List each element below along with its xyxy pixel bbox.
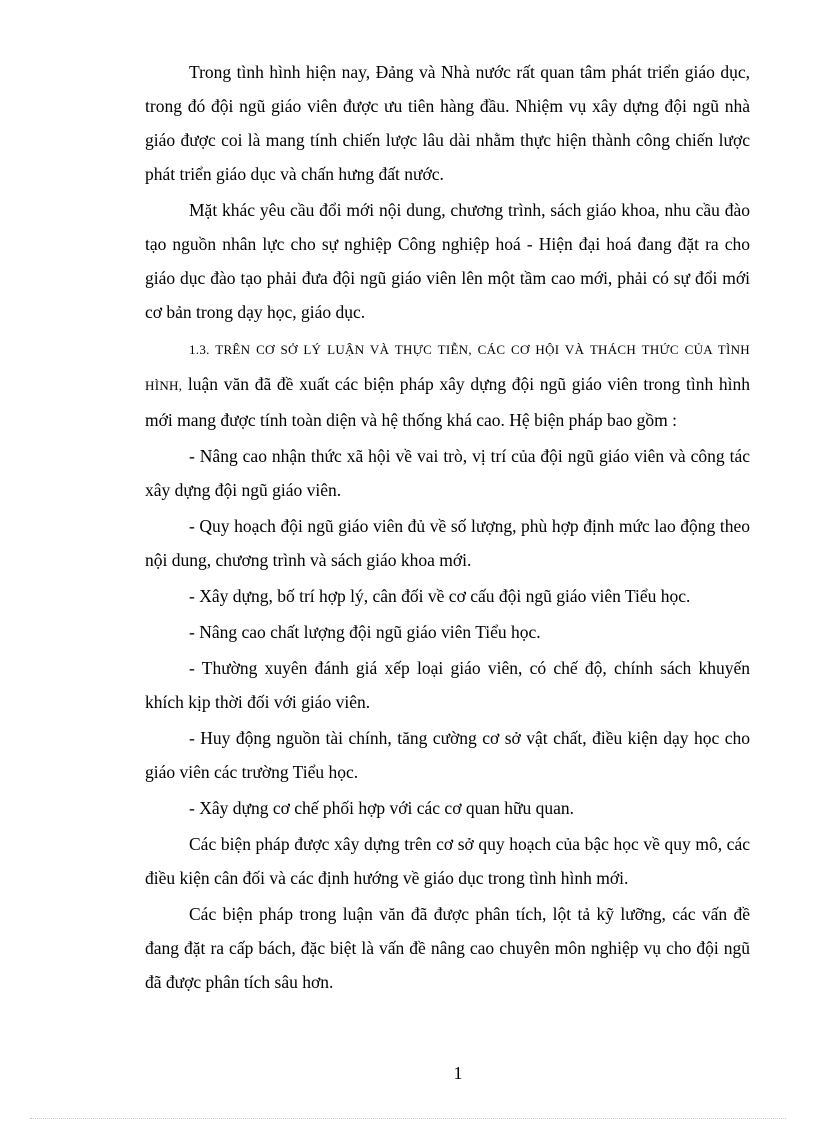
measure-item-6: - Huy động nguồn tài chính, tăng cường cơ sở vật chất, điều kiện dạy học cho giáo viên các trường Tiểu học. [145,728,750,782]
document-page [145,55,750,1001]
section-paragraph [145,331,750,437]
page-number: 1 [453,1063,463,1083]
measure-item-2: - Quy hoạch đội ngũ giáo viên đủ về số lượng, phù hợp định mức lao động theo nội dung, chương trình và sách giáo khoa mới. [145,516,750,570]
measure-item-4: - Nâng cao chất lượng đội ngũ giáo viên Tiểu học. [189,622,541,642]
closing-paragraph-1: Các biện pháp được xây dựng trên cơ sở quy hoạch của bậc học về quy mô, các điều kiện cân đối và các định hướng về giáo dục trong tình hình mới. [145,834,750,888]
measure-item-7: - Xây dựng cơ chế phối hợp với các cơ quan hữu quan. [189,798,574,818]
measure-item-3: - Xây dựng, bố trí hợp lý, cân đối về cơ cấu đội ngũ giáo viên Tiểu học. [189,586,691,606]
paragraph-1: Trong tình hình hiện nay, Đảng và Nhà nước rất quan tâm phát triển giáo dục, trong đó đội ngũ giáo viên được ưu tiên hàng đầu. Nhiệm vụ xây dựng đội ngũ nhà giáo được coi là mang tính chiến lược lâu dài nhằm thực hiện thành công chiến lược phát triển giáo dục và chấn hưng đất nước. [145,62,750,184]
section-heading: 1.3. TRÊN CƠ SỞ LÝ LUẬN VÀ THỰC TIỄN, CÁC CƠ HỘI VÀ THÁCH THỨC CỦA TÌNH HÌNH, [145,342,750,393]
footer-divider [30,1118,786,1119]
closing-paragraph-2: Các biện pháp trong luận văn đã được phân tích, lột tả kỹ lưỡng, các vấn đề đang đặt ra cấp bách, đặc biệt là vấn đề nâng cao chuyên môn nghiệp vụ cho đội ngũ đã được phân tích sâu hơn. [145,904,750,992]
section-text: luận văn đã đề xuất các biện pháp xây dựng đội ngũ giáo viên trong tình hình mới mang được tính toàn diện và hệ thống khá cao. Hệ biện pháp bao gồm : [145,374,750,430]
paragraph-2: Mặt khác yêu cầu đổi mới nội dung, chương trình, sách giáo khoa, nhu cầu đào tạo nguồn nhân lực cho sự nghiệp Công nghiệp hoá - Hiện đại hoá đang đặt ra cho giáo dục đào tạo phải đưa đội ngũ giáo viên lên một tầm cao mới, phải có sự đổi mới cơ bản trong dạy học, giáo dục. [145,200,750,322]
measure-item-1: - Nâng cao nhận thức xã hội về vai trò, vị trí của đội ngũ giáo viên và công tác xây dựng đội ngũ giáo viên. [145,446,750,500]
measure-item-5: - Thường xuyên đánh giá xếp loại giáo viên, có chế độ, chính sách khuyến khích kịp thời đối với giáo viên. [145,658,750,712]
